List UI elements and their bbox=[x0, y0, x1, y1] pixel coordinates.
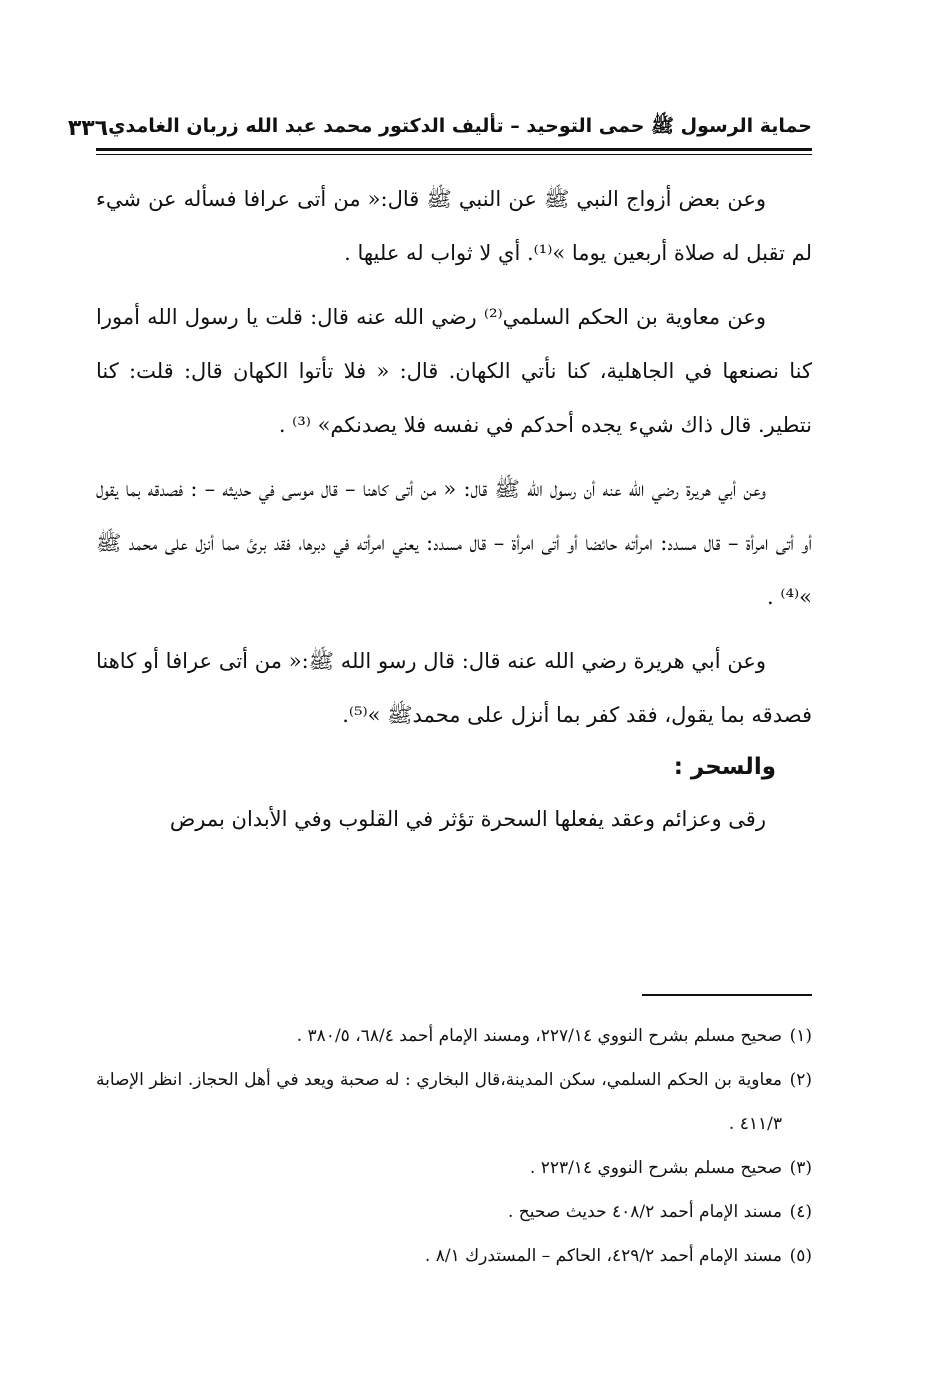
paragraph-2: وعن معاوية بن الحكم السلمي⁽²⁾ رضي الله عنه قال: قلت يا رسول الله أمورا كنا نصنعها في الجاهلية، كنا نأتي الكهان. قال: « فلا تأتوا الكهان قال: قلت: كنا نتطير. قال ذاك شيء يجده أحدكم في نفسه فلا يصدنكم» ⁽³⁾ . bbox=[96, 305, 812, 437]
footnote-text: صحيح مسلم بشرح النووي ٢٢٣/١٤ . bbox=[529, 1158, 782, 1178]
footnote-number: (٣) bbox=[789, 1158, 812, 1178]
footnote-text: صحيح مسلم بشرح النووي ٢٢٧/١٤، ومسند الإمام أحمد ٦٨/٤، ٣٨٠/٥ . bbox=[296, 1026, 782, 1046]
footnote-text: معاوية بن الحكم السلمي، سكن المدينة،قال البخاري : له صحبة ويعد في أهل الحجاز. انظر الإصابة ٤١١/٣ . bbox=[96, 1070, 782, 1134]
paragraph-4: وعن أبي هريرة رضي الله عنه قال: قال رسو الله ﷺ:« من أتى عرافا أو كاهنا فصدقه بما يقول، فقد كفر بما أنزل على محمدﷺ »⁽⁵⁾. bbox=[96, 649, 812, 727]
book-page bbox=[67, 96, 812, 1336]
running-header bbox=[67, 108, 812, 148]
footnote-number: (١) bbox=[789, 1026, 812, 1046]
footnote-4 bbox=[96, 1190, 812, 1234]
footnote-text: مسند الإمام أحمد ٤٢٩/٢، الحاكم – المستدرك ٨/١ . bbox=[424, 1246, 782, 1266]
footnote-text: مسند الإمام أحمد ٤٠٨/٢ حديث صحيح . bbox=[508, 1202, 782, 1222]
footnote-5 bbox=[96, 1234, 812, 1278]
section-heading: والسحر : bbox=[673, 754, 776, 780]
footnote-separator bbox=[642, 994, 812, 996]
footnote-number: (٤) bbox=[789, 1202, 812, 1222]
footnote-1 bbox=[96, 1014, 812, 1058]
section-paragraph: رقى وعزائم وعقد يفعلها السحرة تؤثر في القلوب وفي الأبدان بمرض bbox=[169, 807, 766, 831]
footnote-number: (٥) bbox=[789, 1246, 812, 1266]
paragraph-1: وعن بعض أزواج النبي ﷺ عن النبي ﷺ قال:« من أتى عرافا فسأله عن شيء لم تقبل له صلاة أربعين يوما »⁽¹⁾. أي لا ثواب له عليها . bbox=[96, 187, 812, 265]
main-text bbox=[96, 172, 812, 846]
paragraph-3: وعن أبي هريرة رضي الله عنه أن رسول الله ﷺ قال: « من أتى كاهنا – قال موسى في حديثه – : فصدقه بما يقول أو أتى امرأة – قال مسدد: امرأته حائضا أو أتى امرأة – قال مسدد: يعني امرأته في دبرها، فقد برئ مما أنزل على محمد ﷺ »⁽⁴⁾ . bbox=[96, 477, 812, 609]
footnotes bbox=[96, 1014, 812, 1278]
footnote-number: (٢) bbox=[789, 1070, 812, 1090]
header-rule bbox=[96, 148, 812, 151]
running-header-title: حماية الرسول ﷺ حمى التوحيد – تأليف الدكتور محمد عبد الله زربان الغامدي bbox=[108, 115, 812, 137]
footnote-3 bbox=[96, 1146, 812, 1190]
footnote-2 bbox=[96, 1058, 812, 1146]
page-number: ٣٣٦ bbox=[67, 115, 109, 141]
header-rule-thin bbox=[96, 154, 812, 155]
